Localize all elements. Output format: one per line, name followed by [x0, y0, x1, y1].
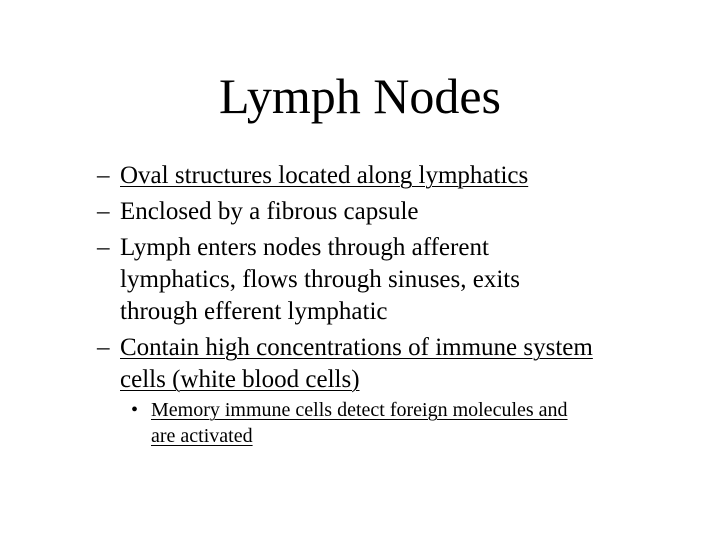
slide-title: Lymph Nodes	[219, 68, 501, 124]
dash-marker: –	[97, 234, 110, 261]
sub-bullet-text-line: Memory immune cells detect foreign molecules and	[151, 399, 568, 421]
bullet-text-line: Contain high concentrations of immune system	[120, 334, 593, 361]
dash-marker: –	[97, 198, 110, 225]
bullet-text-line: through efferent lymphatic	[120, 298, 388, 325]
bullet-text-line: Lymph enters nodes through afferent	[120, 234, 489, 261]
bullet-dot-marker: •	[131, 399, 139, 421]
bullet-text-line: cells (white blood cells)	[120, 366, 360, 393]
dash-marker: –	[97, 334, 110, 361]
bullet-text-line: Oval structures located along lymphatics	[120, 162, 529, 189]
bullet-text-line: lymphatics, flows through sinuses, exits	[120, 266, 520, 293]
bullet-text-line: Enclosed by a fibrous capsule	[120, 198, 419, 225]
dash-marker: –	[97, 162, 110, 189]
sub-bullet-text-line: are activated	[151, 425, 253, 447]
